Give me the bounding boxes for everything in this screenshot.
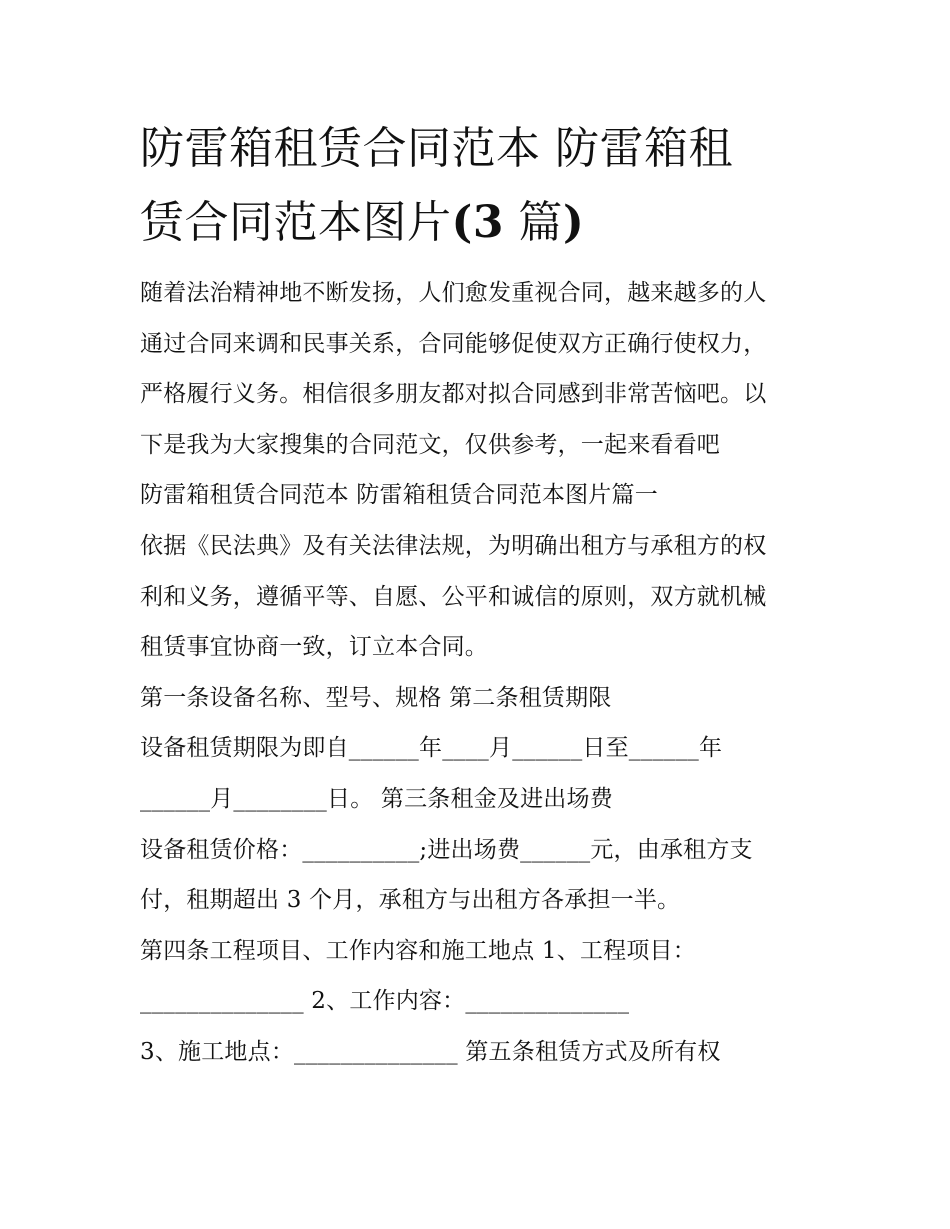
clause-line-7: ______________ 2、工作内容：______________ [140, 988, 630, 1015]
title-line-2-number: (3 [451, 197, 504, 248]
document-title [140, 112, 820, 260]
body-line-2: 通过合同来调和民事关系，合同能够促使双方正确行使权力， [140, 330, 767, 357]
clause-line-3: ______月________日。 第三条租金及进出场费 [140, 785, 613, 812]
body-line-8: 租赁事宜协商一致，订立本合同。 [140, 634, 488, 661]
clause-line-5: 付，租期超出 3 个月，承租方与出租方各承担一半。 [140, 887, 681, 914]
title-line-2-mid: 篇 [503, 197, 563, 248]
body-line-7: 利和义务，遵循平等、自愿、公平和诚信的原则，双方就机械 [140, 583, 767, 610]
document-page [140, 112, 820, 1078]
title-line-2-prefix: 赁合同范本图片 [140, 197, 452, 248]
clause-line-8: 3、施工地点：______________ 第五条租赁方式及所有权 [140, 1038, 721, 1065]
clause-line-1: 第一条设备名称、型号、规格 第二条租赁期限 [140, 684, 612, 711]
section-heading-1: 防雷箱租赁合同范本 防雷箱租赁合同范本图片篇一 [140, 482, 658, 509]
title-line-1: 防雷箱租赁合同范本 防雷箱租 [140, 123, 733, 174]
clause-line-2: 设备租赁期限为即自______年____月______日至______年 [140, 735, 723, 762]
title-line-2-end: ) [562, 197, 585, 248]
document-body [140, 268, 820, 1078]
body-line-6: 依据《民法典》及有关法律法规，为明确出租方与承租方的权 [140, 532, 767, 559]
title-line-2 [140, 186, 820, 260]
body-line-1: 随着法治精神地不断发扬，人们愈发重视合同，越来越多的人 [140, 280, 767, 306]
body-line-3: 严格履行义务。相信很多朋友都对拟合同感到非常苦恼吧。以 [140, 381, 767, 408]
body-line-4: 下是我为大家搜集的合同范文，仅供参考，一起来看看吧 [140, 431, 720, 458]
clause-line-4: 设备租赁价格：__________;进出场费______元，由承租方支 [140, 836, 753, 863]
clause-line-6: 第四条工程项目、工作内容和施工地点 1、工程项目： [140, 937, 696, 964]
